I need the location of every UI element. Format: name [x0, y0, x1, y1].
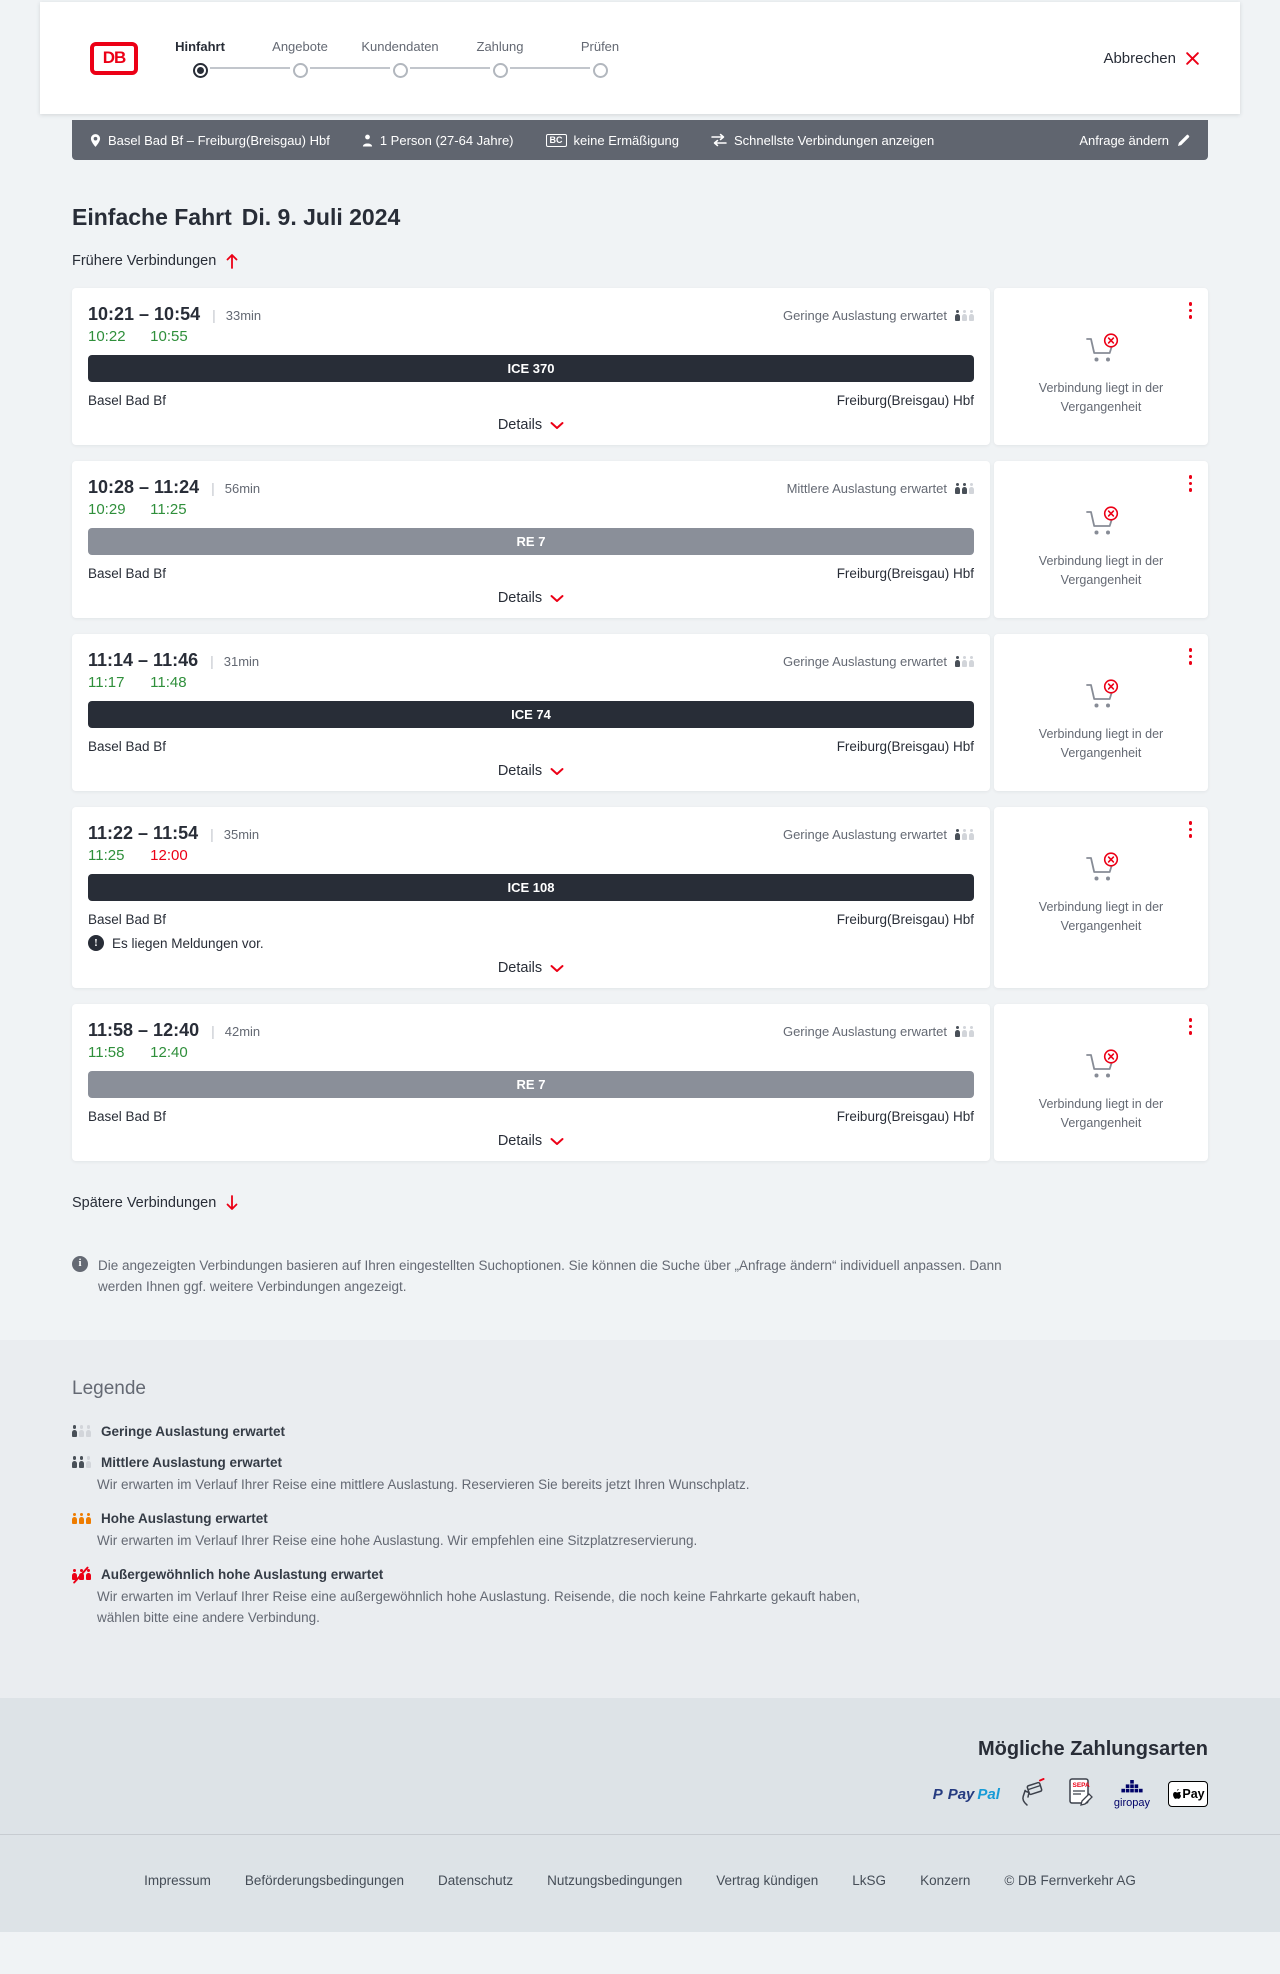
connection-duration: 56min: [224, 481, 261, 496]
step-label: Zahlung: [476, 38, 524, 54]
passenger-icon: [362, 134, 373, 147]
connection-side-card: [994, 461, 1208, 618]
payment-methods: [72, 1777, 1208, 1812]
legend-item-desc: Wir erwarten im Verlauf Ihrer Reise eine mittlere Auslastung. Reservieren Sie bereits jetzt Ihren Wunschplatz.: [97, 1476, 750, 1492]
occupancy-icon: [955, 483, 974, 495]
route-summary: [90, 133, 330, 148]
stations-row: [88, 393, 974, 408]
connection-times: 11:14 – 11:46: [88, 650, 199, 670]
occupancy-label: Geringe Auslastung erwartet: [782, 654, 947, 669]
footer-link[interactable]: LkSG: [852, 1872, 887, 1888]
edit-request-button[interactable]: [1079, 133, 1190, 148]
details-label: Details: [497, 763, 543, 779]
train-label: RE 7: [516, 1077, 546, 1092]
realtime-row: [88, 501, 974, 518]
trip-type: Einfache Fahrt: [72, 204, 232, 230]
applepay-badge: Pay: [1168, 1781, 1208, 1807]
destination-station: Freiburg(Breisgau) Hbf: [836, 393, 974, 408]
details-label: Details: [497, 590, 543, 606]
occupancy: [787, 481, 974, 496]
connection-duration: 35min: [223, 827, 260, 842]
page-title: [72, 204, 1208, 231]
origin-station: Basel Bad Bf: [88, 1109, 167, 1124]
legend-item-title: Geringe Auslastung erwartet: [101, 1423, 286, 1439]
details-button[interactable]: [498, 960, 564, 976]
footer-link[interactable]: Impressum: [144, 1872, 211, 1888]
realtime-departure: 11:17: [88, 674, 125, 691]
kebab-menu-button[interactable]: [1187, 1016, 1195, 1037]
stepper-step[interactable]: [450, 39, 550, 78]
legend-item-title: Mittlere Auslastung erwartet: [101, 1454, 283, 1470]
message-text: Es liegen Meldungen vor.: [112, 935, 264, 951]
occupancy-icon: [72, 1456, 91, 1468]
footer-link[interactable]: Beförderungsbedingungen: [244, 1872, 405, 1888]
footer-links-bar: [0, 1835, 1280, 1932]
realtime-arrival: 11:48: [150, 674, 187, 691]
legend-item: [72, 1567, 1208, 1628]
legend-item: [72, 1424, 1208, 1439]
connection-card: [72, 1004, 990, 1161]
occupancy-icon: [72, 1425, 91, 1437]
stepper-step[interactable]: [350, 39, 450, 78]
details-button[interactable]: [498, 590, 564, 606]
occupancy-icon: [955, 829, 974, 841]
legend-section: [0, 1340, 1280, 1698]
train-band: [88, 528, 974, 555]
connection-times: 10:28 – 11:24: [88, 477, 200, 497]
discount-summary: [546, 133, 680, 148]
chevron-down-icon: [550, 964, 564, 973]
destination-station: Freiburg(Breisgau) Hbf: [836, 739, 974, 754]
destination-station: Freiburg(Breisgau) Hbf: [836, 566, 974, 581]
separator: |: [212, 307, 216, 323]
discount-label: keine Ermäßigung: [573, 132, 680, 148]
step-label: Prüfen: [580, 38, 620, 54]
stations-row: [88, 912, 974, 927]
footer-links: [0, 1873, 1280, 1888]
realtime-departure: 10:29: [88, 501, 126, 518]
details-label: Details: [497, 960, 543, 976]
note-text: Die angezeigten Verbindungen basieren auf Ihren eingestellten Suchoptionen. Sie können die Suche über „Anfrage ändern“ individuell anpassen. Dann werden Ihnen ggf. weitere Verbindungen angezeigt.: [98, 1258, 1002, 1294]
train-band: [88, 874, 974, 901]
connection-row: [72, 807, 1208, 988]
realtime-arrival: 11:25: [150, 501, 187, 518]
later-label: Spätere Verbindungen: [72, 1195, 217, 1211]
train-label: ICE 108: [507, 880, 555, 895]
passenger-summary: [362, 133, 514, 148]
cart-unavailable-icon: [1082, 1048, 1120, 1087]
train-band: [88, 701, 974, 728]
arrow-up-icon: [225, 253, 239, 269]
past-connection-note: Verbindung liegt in der Vergangenheit: [1038, 900, 1164, 933]
train-label: RE 7: [516, 534, 546, 549]
fastest-label: Schnellste Verbindungen anzeigen: [734, 132, 935, 148]
footer-link[interactable]: Konzern: [920, 1872, 971, 1888]
payments-section: [0, 1698, 1280, 1835]
legend-item: [72, 1455, 1208, 1495]
main-content: [72, 204, 1208, 1298]
kebab-menu-button[interactable]: [1187, 819, 1195, 840]
cart-unavailable-icon: [1082, 851, 1120, 890]
realtime-row: [88, 847, 974, 864]
arrow-down-icon: [225, 1195, 239, 1211]
train-band: [88, 355, 974, 382]
connection-duration: 42min: [224, 1024, 261, 1039]
payments-title: Mögliche Zahlungsarten: [977, 1737, 1208, 1760]
earlier-label: Frühere Verbindungen: [72, 253, 217, 269]
stations-row: [88, 1109, 974, 1124]
kebab-menu-button[interactable]: [1187, 473, 1195, 494]
destination-station: Freiburg(Breisgau) Hbf: [836, 1109, 974, 1124]
later-connections-link[interactable]: [72, 1195, 239, 1211]
step-label: Kundendaten: [361, 38, 439, 54]
legend-item-desc: Wir erwarten im Verlauf Ihrer Reise eine außergewöhnlich hohe Auslastung. Reisende, die noch keine Fahrkarte gekauft haben, wählen bitte eine andere Verbindung.: [97, 1589, 861, 1625]
separator: |: [210, 653, 214, 669]
origin-station: Basel Bad Bf: [88, 566, 167, 581]
pencil-icon: [1177, 134, 1190, 147]
step-dot: [493, 63, 508, 78]
stepper-step[interactable]: [150, 39, 250, 78]
origin-station: Basel Bad Bf: [88, 393, 167, 408]
realtime-row: [88, 674, 974, 691]
connection-times: 11:22 – 11:54: [88, 823, 199, 843]
destination-station: Freiburg(Breisgau) Hbf: [836, 912, 974, 927]
stations-row: [88, 566, 974, 581]
creditcard-hand-icon: [1018, 1777, 1048, 1812]
legend-items: [72, 1424, 1208, 1628]
message-row: [88, 935, 974, 951]
connection-card: [72, 807, 990, 988]
step-label: Angebote: [272, 38, 328, 54]
trip-date: Di. 9. Juli 2024: [241, 204, 401, 230]
connections-list: [72, 288, 1208, 1161]
connection-duration: 31min: [223, 654, 260, 669]
train-label: ICE 74: [511, 707, 551, 722]
separator: |: [210, 826, 214, 842]
location-pin-icon: [90, 133, 101, 148]
connection-card: [72, 461, 990, 618]
connection-side-card: [994, 807, 1208, 988]
progress-stepper: [150, 39, 650, 78]
past-connection-note: Verbindung liegt in der Vergangenheit: [1038, 381, 1164, 414]
step-dot: [393, 63, 408, 78]
stepper-step[interactable]: [250, 39, 350, 78]
db-logo[interactable]: DB: [90, 42, 138, 75]
connection-duration: 33min: [225, 308, 262, 323]
bahncard-badge: BC: [546, 134, 567, 147]
step-label: Hinfahrt: [175, 38, 225, 54]
occupancy: [783, 1024, 974, 1039]
connection-times: 10:21 – 10:54: [88, 304, 201, 324]
app-header: [40, 2, 1240, 114]
occupancy-icon: [955, 1026, 974, 1038]
legend-item-desc: Wir erwarten im Verlauf Ihrer Reise eine hohe Auslastung. Wir empfehlen eine Sitzplatzreservierung.: [97, 1533, 698, 1549]
past-connection-note: Verbindung liegt in der Vergangenheit: [1038, 727, 1164, 760]
search-summary-bar: [72, 120, 1208, 160]
origin-station: Basel Bad Bf: [88, 739, 167, 754]
connection-card: [72, 634, 990, 791]
train-band: [88, 1071, 974, 1098]
connection-row: [72, 634, 1208, 791]
kebab-menu-button[interactable]: [1187, 646, 1195, 667]
close-icon: [1185, 51, 1200, 66]
occupancy: [783, 827, 974, 842]
copyright: © DB Fernverkehr AG: [1004, 1872, 1136, 1888]
connection-card: [72, 288, 990, 445]
cart-unavailable-icon: [1082, 332, 1120, 371]
footer-link[interactable]: Nutzungsbedingungen: [547, 1872, 683, 1888]
cancel-label: Abbrechen: [1103, 49, 1176, 67]
details-label: Details: [497, 417, 543, 433]
connection-row: [72, 461, 1208, 618]
search-options-note: [72, 1256, 1012, 1298]
giropay-logo: giropay: [1114, 1780, 1150, 1809]
realtime-departure: 11:58: [88, 1044, 125, 1061]
connection-side-card: [994, 634, 1208, 791]
page-footer: [0, 1698, 1280, 1932]
step-dot: [593, 63, 608, 78]
chevron-down-icon: [550, 767, 564, 776]
fastest-summary: [711, 133, 934, 148]
occupancy: [783, 308, 974, 323]
sort-arrows-icon: [711, 133, 727, 147]
connection-row: [72, 1004, 1208, 1161]
occupancy-icon: [955, 310, 974, 322]
occupancy-label: Geringe Auslastung erwartet: [782, 308, 947, 323]
connection-side-card: [994, 288, 1208, 445]
earlier-connections-link[interactable]: [72, 253, 239, 269]
route-label: Basel Bad Bf – Freiburg(Breisgau) Hbf: [108, 132, 330, 148]
footer-link[interactable]: Vertrag kündigen: [716, 1872, 819, 1888]
details-button[interactable]: [498, 417, 564, 433]
past-connection-note: Verbindung liegt in der Vergangenheit: [1038, 1097, 1164, 1130]
occupancy-label: Geringe Auslastung erwartet: [782, 827, 947, 842]
chevron-down-icon: [550, 1137, 564, 1146]
realtime-arrival: 12:00: [150, 847, 188, 864]
details-button[interactable]: [498, 763, 564, 779]
details-label: Details: [497, 1133, 543, 1149]
separator: |: [211, 1023, 215, 1039]
svg-text:SEPA: SEPA: [1072, 1781, 1090, 1789]
realtime-row: [88, 1044, 974, 1061]
legend-item-title: Hohe Auslastung erwartet: [101, 1511, 268, 1527]
realtime-departure: 10:22: [88, 328, 126, 345]
legend-item-title: Außergewöhnlich hohe Auslastung erwartet: [101, 1567, 384, 1583]
stepper-step[interactable]: [550, 39, 650, 78]
alert-icon: !: [88, 935, 104, 951]
legend-item: [72, 1511, 1208, 1551]
edit-request-label: Anfrage ändern: [1079, 132, 1169, 148]
occupancy-label: Mittlere Auslastung erwartet: [786, 481, 947, 496]
occupancy-icon: [955, 656, 974, 668]
train-label: ICE 370: [507, 361, 555, 376]
past-connection-note: Verbindung liegt in der Vergangenheit: [1038, 554, 1164, 587]
chevron-down-icon: [550, 594, 564, 603]
cancel-button[interactable]: [1103, 50, 1200, 67]
origin-station: Basel Bad Bf: [88, 912, 167, 927]
kebab-menu-button[interactable]: [1187, 300, 1195, 321]
chevron-down-icon: [550, 421, 564, 430]
connection-times: 11:58 – 12:40: [88, 1020, 200, 1040]
paypal-logo: P Pay Pal: [932, 1785, 1000, 1803]
step-dot: [293, 63, 308, 78]
realtime-row: [88, 328, 974, 345]
details-button[interactable]: [498, 1133, 564, 1149]
cart-unavailable-icon: [1082, 678, 1120, 717]
footer-link[interactable]: Datenschutz: [438, 1872, 514, 1888]
connection-side-card: [994, 1004, 1208, 1161]
info-icon: i: [72, 1256, 88, 1272]
occupancy: [783, 654, 974, 669]
step-dot: [193, 63, 208, 78]
occupancy-icon: [72, 1569, 91, 1581]
realtime-arrival: 12:40: [150, 1044, 188, 1061]
separator: |: [211, 480, 215, 496]
connection-row: [72, 288, 1208, 445]
stations-row: [88, 739, 974, 754]
cart-unavailable-icon: [1082, 505, 1120, 544]
realtime-departure: 11:25: [88, 847, 125, 864]
realtime-arrival: 10:55: [150, 328, 188, 345]
passenger-label: 1 Person (27-64 Jahre): [379, 132, 514, 148]
sepa-mandate-icon: [1066, 1777, 1096, 1812]
occupancy-label: Geringe Auslastung erwartet: [782, 1024, 947, 1039]
occupancy-icon: [72, 1513, 91, 1525]
legend-title: Legende: [72, 1377, 146, 1399]
